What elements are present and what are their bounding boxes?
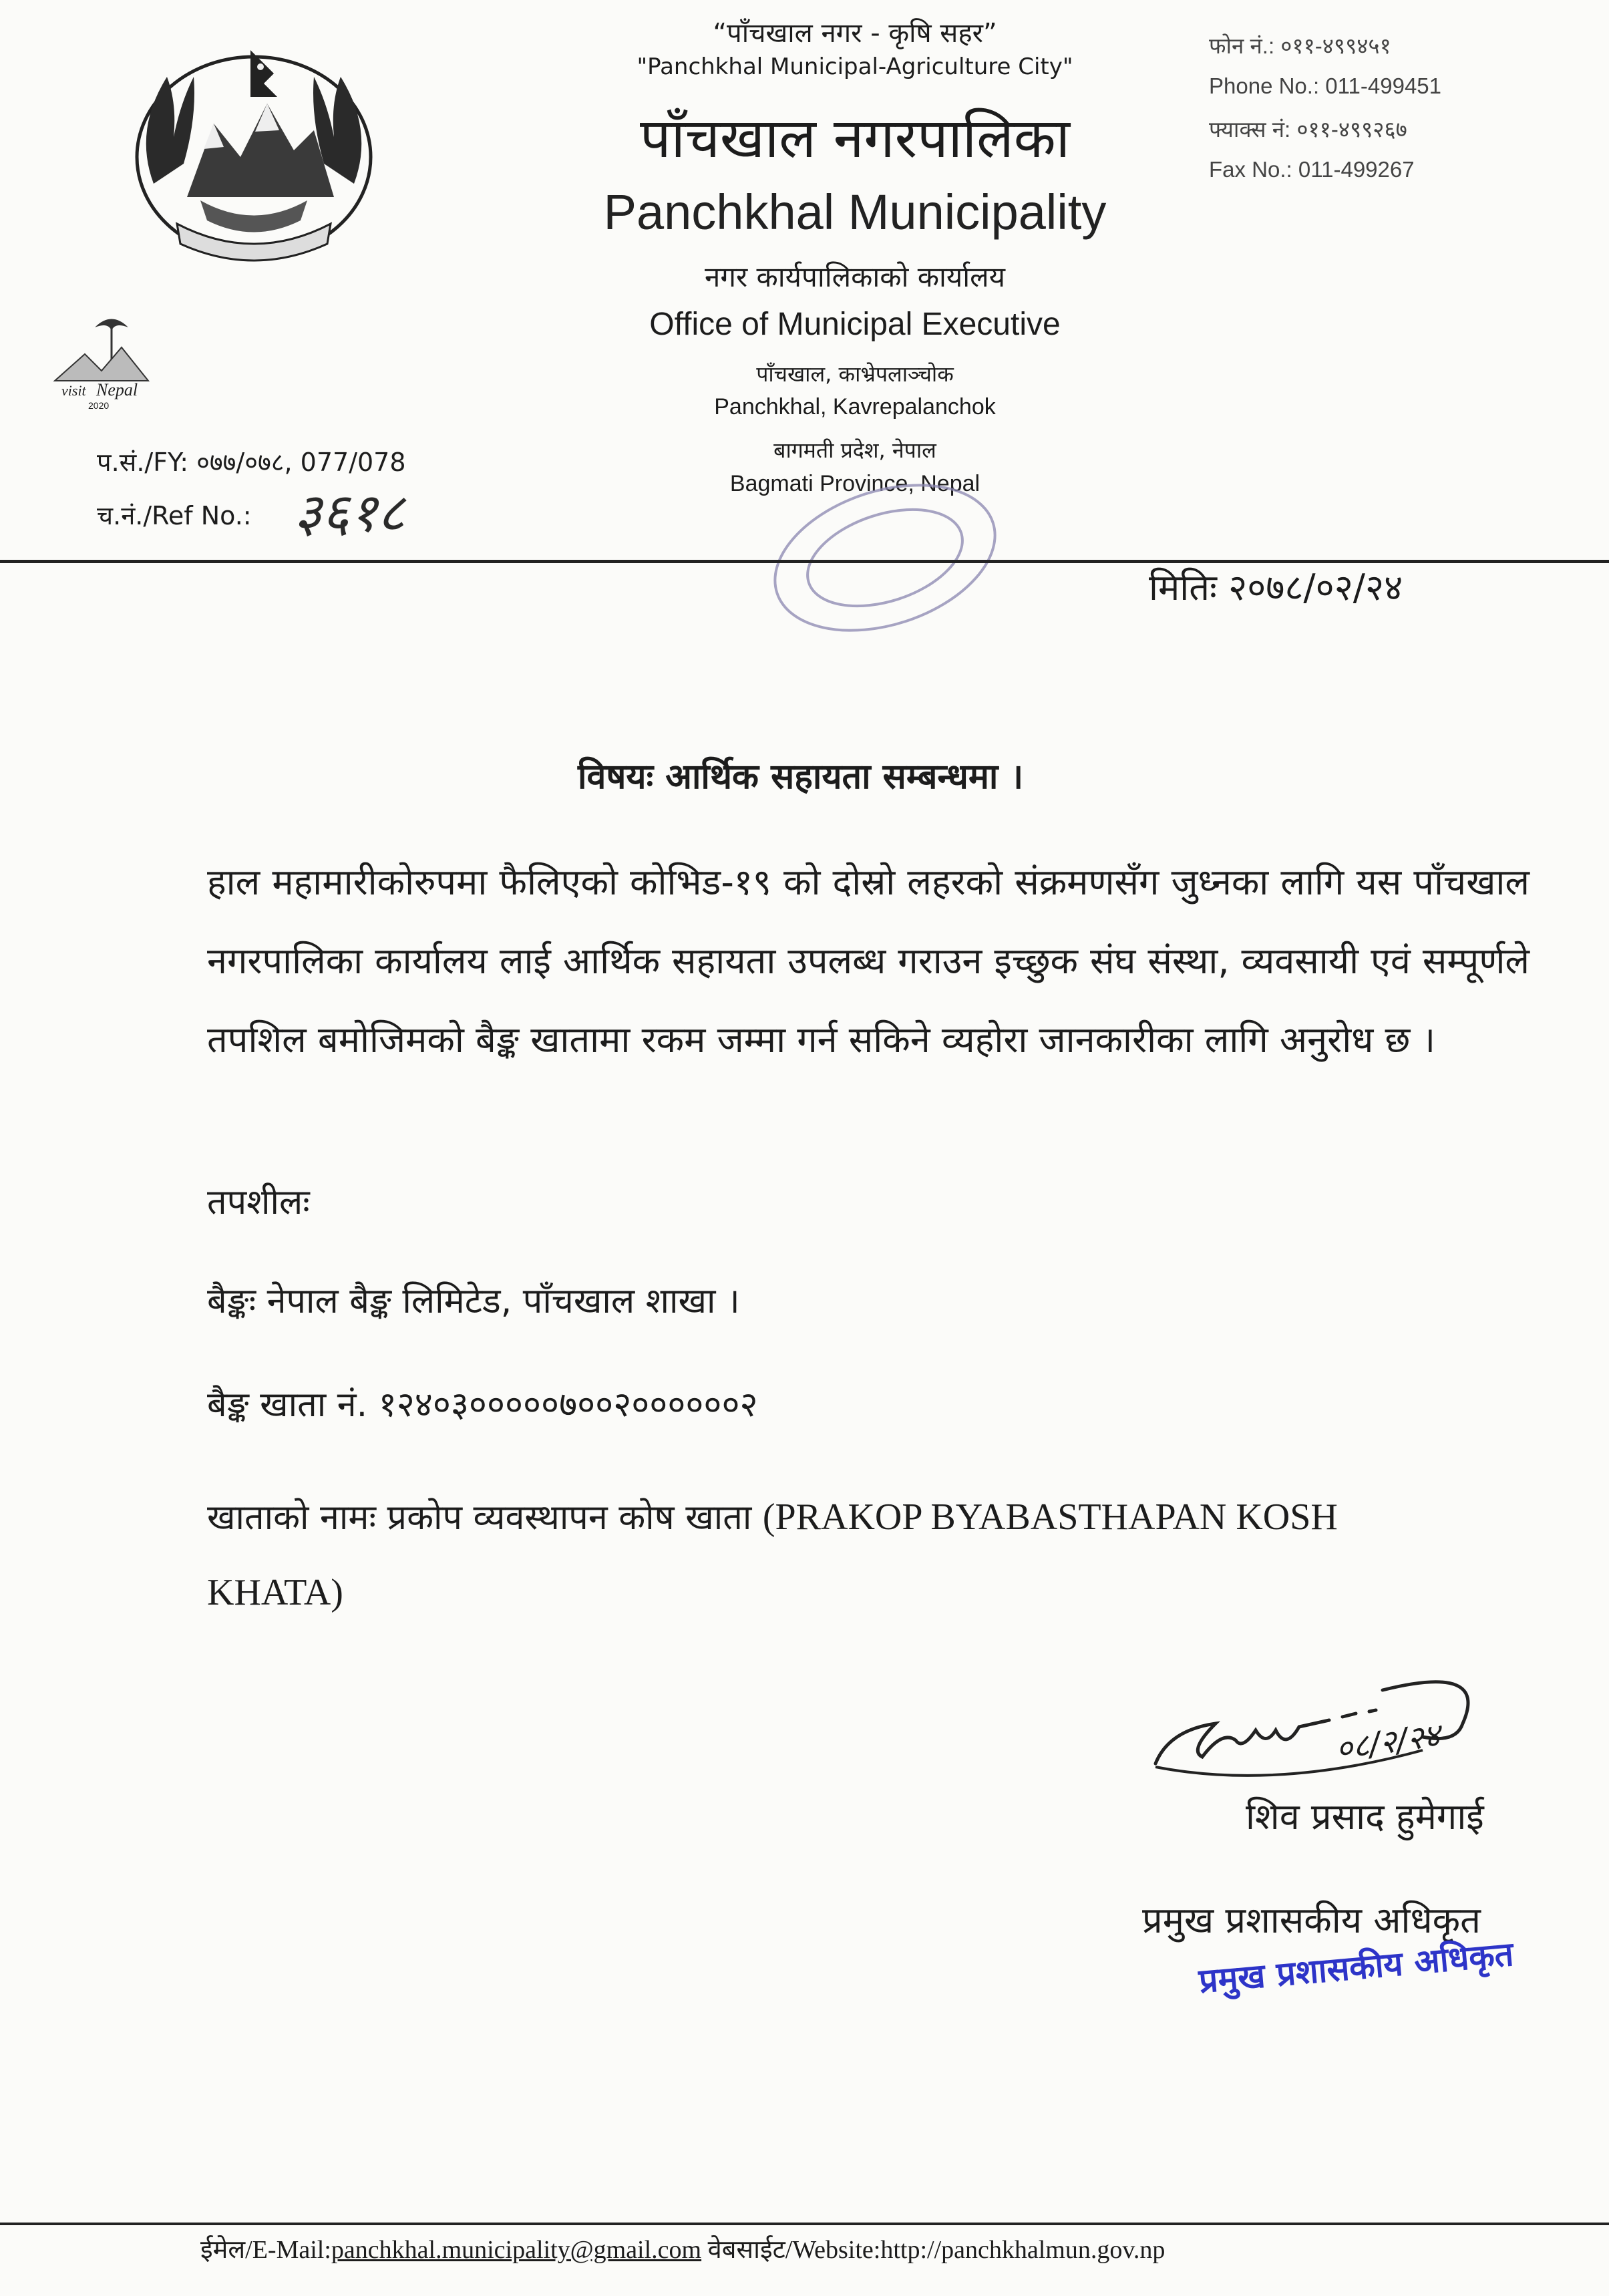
municipal-emblem-logo bbox=[114, 30, 394, 277]
website-label: वेबसाईट/Website: bbox=[707, 2236, 881, 2264]
fiscal-year: प.सं./FY: ०७७/०७८, 077/078 bbox=[97, 448, 406, 477]
reference-label: च.नं./Ref No.: bbox=[97, 501, 252, 530]
details-heading: तपशीलः bbox=[207, 1182, 310, 1222]
slogan-nepali: “पाँचखाल नगर - कृषि सहर” bbox=[713, 18, 997, 49]
email-link[interactable]: panchkhal.municipality@gmail.com bbox=[331, 2236, 702, 2264]
municipality-name-nepali: पाँचखाल नगरपालिका bbox=[640, 107, 1070, 170]
phone-nepali: फोन नं.: ०११-४९९४५१ bbox=[1209, 33, 1391, 58]
website-link[interactable]: http://panchkhalmun.gov.np bbox=[880, 2236, 1166, 2264]
svg-text:Nepal: Nepal bbox=[96, 380, 138, 399]
email-label: ईमेल/E-Mail: bbox=[200, 2236, 331, 2264]
svg-text:2020: 2020 bbox=[88, 400, 110, 411]
signatory-designation: प्रमुख प्रशासकीय अधिकृत bbox=[1142, 1899, 1481, 1941]
reference-number: ३६१८ bbox=[294, 482, 405, 544]
slogan-english: "Panchkhal Municipal-Agriculture City" bbox=[637, 53, 1073, 80]
phone-english: Phone No.: 011-499451 bbox=[1209, 73, 1441, 98]
signatory-name: शिव प्रसाद हुमेगाई bbox=[1246, 1796, 1484, 1838]
account-name-nepali: खाताको नामः प्रकोप व्यवस्थापन कोष खाता bbox=[207, 1498, 752, 1538]
letter-paragraph: हाल महामारीकोरुपमा फैलिएको कोभिड-१९ को दोस्रो लहरको संक्रमणसँग जुध्नका लागि यस पाँचखाल नगरपालिका कार्यालय लाई आर्थिक सहायता उपलब्ध गराउन इच्छुक संघ संस्था, व्यवसायी एवं सम्पूर्णले तपशिल बमोजिमको बैङ्क खातामा रकम जम्मा गर्न सकिने व्यहोरा जानकारीका लागि अनुरोध छ । bbox=[207, 861, 1530, 1061]
fax-nepali: फ्याक्स नं: ०११-४९९२६७ bbox=[1209, 117, 1407, 142]
letter-date: मितिः २०७८/०२/२४ bbox=[1149, 566, 1403, 609]
bank-name: बैङ्कः नेपाल बैङ्क लिमिटेड, पाँचखाल शाखा । bbox=[207, 1281, 740, 1321]
account-name bbox=[207, 1480, 1476, 1631]
address-english-2: Bagmati Province, Nepal bbox=[729, 471, 980, 496]
account-name-english: (PRAKOP BYABASTHAPAN KOSH KHATA) bbox=[207, 1496, 1338, 1613]
svg-text:visit: visit bbox=[61, 382, 86, 399]
designation-seal: प्रमुख प्रशासकीय अधिकृत bbox=[1197, 1934, 1515, 2001]
address-nepali-2: बागमती प्रदेश, नेपाल bbox=[773, 438, 936, 463]
visit-nepal-logo bbox=[48, 314, 168, 414]
fax-english: Fax No.: 011-499267 bbox=[1209, 157, 1415, 182]
footer-divider bbox=[0, 2223, 1609, 2225]
municipality-name-english: Panchkhal Municipality bbox=[603, 184, 1107, 240]
letter-subject: विषयः आर्थिक सहायता सम्बन्धमा । bbox=[578, 757, 1024, 797]
account-number: बैङ्क खाता नं. १२४०३०००००७००२००००००२ bbox=[207, 1385, 758, 1425]
office-name-nepali: नगर कार्यपालिकाको कार्यालय bbox=[705, 261, 1005, 293]
footer-contact bbox=[200, 2231, 1165, 2266]
address-nepali-1: पाँचखाल, काभ्रेपलाञ्चोक bbox=[756, 361, 954, 387]
office-name-english: Office of Municipal Executive bbox=[649, 307, 1061, 342]
handwritten-date: ०८/२/२४ bbox=[1333, 1716, 1443, 1768]
office-stamp bbox=[755, 481, 1015, 635]
address-english-1: Panchkhal, Kavrepalanchok bbox=[714, 394, 996, 420]
